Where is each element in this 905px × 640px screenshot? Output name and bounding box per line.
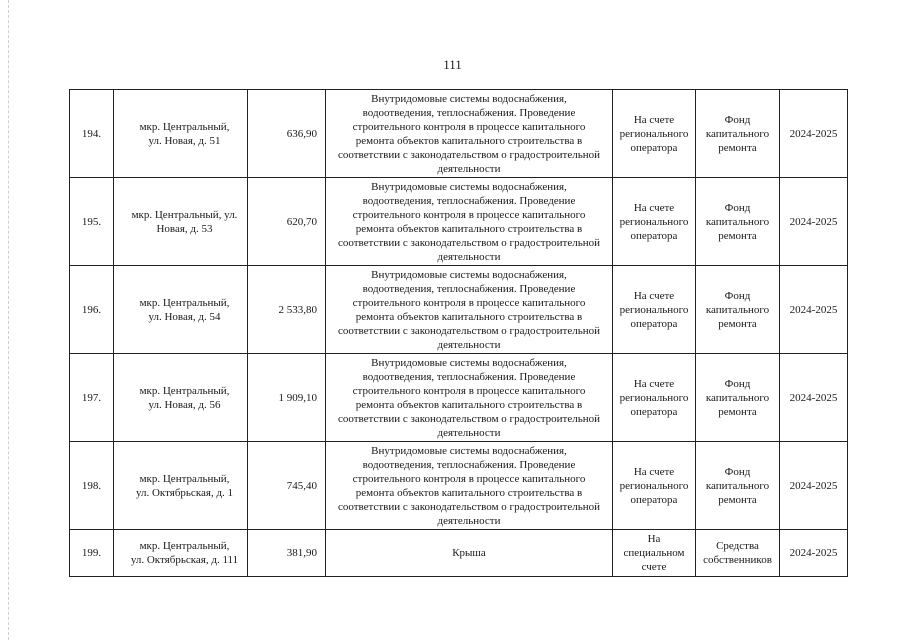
account-type-line: регионального — [619, 479, 689, 492]
work-description-cell — [326, 530, 613, 577]
funding-source-line: Средства — [716, 540, 759, 552]
row-number-cell — [70, 530, 114, 577]
period-value: 2024-2025 — [789, 215, 838, 228]
table-row — [70, 178, 848, 266]
work-description-line: водоотведения, теплоснабжения. Проведение — [362, 194, 576, 207]
work-description-line: соответствии с законодательством о градостроительной — [337, 412, 600, 425]
work-description-line: Внутридомовые системы водоснабжения, — [371, 268, 567, 281]
amount-cell — [248, 266, 326, 354]
funding-source-cell — [696, 178, 780, 266]
funding-source-line: Фонд — [724, 289, 751, 302]
row-number-cell — [70, 90, 114, 178]
page-number: 111 — [443, 57, 462, 72]
funding-source-cell — [696, 90, 780, 178]
address-line: ул. Новая, д. 56 — [148, 398, 221, 411]
funding-source-line: ремонта — [718, 493, 757, 506]
address-line: мкр. Центральный, — [139, 384, 230, 397]
funding-source-line: Фонд — [724, 113, 751, 126]
work-description-line: Внутридомовые системы водоснабжения, — [371, 180, 567, 193]
work-description-line: ремонта объектов капитального строительства в — [355, 486, 583, 499]
account-type-line: регионального — [619, 391, 689, 404]
account-type-line: специальном — [623, 547, 685, 559]
work-description-cell — [326, 178, 613, 266]
funding-source-line: Фонд — [724, 377, 751, 390]
work-description-cell — [326, 442, 613, 530]
funding-source-line: капитального — [705, 215, 770, 228]
account-type-line: На — [647, 533, 661, 545]
work-description-cell — [326, 266, 613, 354]
period-cell — [780, 530, 848, 577]
work-description-line: деятельности — [437, 514, 501, 527]
funding-source-line: капитального — [705, 303, 770, 316]
funding-source-line: ремонта — [718, 317, 757, 330]
row-number: 199. — [81, 547, 102, 559]
work-description-line: Внутридомовые системы водоснабжения, — [371, 444, 567, 457]
funding-source-cell — [696, 354, 780, 442]
period-cell — [780, 354, 848, 442]
work-description-line: водоотведения, теплоснабжения. Проведение — [362, 282, 576, 295]
work-description-line: соответствии с законодательством о градостроительной — [337, 500, 600, 513]
account-type-cell — [613, 178, 696, 266]
account-type-line: регионального — [619, 303, 689, 316]
repair-works-table — [69, 89, 848, 577]
table-row — [70, 354, 848, 442]
row-number: 198. — [81, 479, 102, 492]
work-description-line: Крыша — [452, 547, 486, 559]
work-description-line: ремонта объектов капитального строительства в — [355, 222, 583, 235]
period-cell — [780, 90, 848, 178]
funding-source-line: собственников — [703, 554, 772, 566]
work-description-line: ремонта объектов капитального строительства в — [355, 134, 583, 147]
funding-source-cell — [696, 530, 780, 577]
account-type-line: оператора — [630, 405, 678, 418]
work-description-line: Внутридомовые системы водоснабжения, — [371, 356, 567, 369]
work-description-line: строительного контроля в процессе капитального — [352, 384, 586, 397]
amount-value: 620,70 — [286, 215, 317, 228]
table-row — [70, 442, 848, 530]
address-line: мкр. Центральный, — [139, 540, 230, 552]
amount-value: 2 533,80 — [278, 303, 317, 316]
table-row — [70, 530, 848, 577]
account-type-line: счете — [641, 561, 667, 573]
period-value: 2024-2025 — [789, 303, 838, 316]
work-description-line: Внутридомовые системы водоснабжения, — [371, 92, 567, 105]
account-type-cell — [613, 442, 696, 530]
row-number: 197. — [81, 391, 102, 404]
work-description-line: строительного контроля в процессе капитального — [352, 296, 586, 309]
table-row — [70, 90, 848, 178]
work-description-line: строительного контроля в процессе капитального — [352, 472, 586, 485]
address-cell — [114, 266, 248, 354]
amount-value: 636,90 — [286, 127, 317, 140]
work-description-line: деятельности — [437, 162, 501, 175]
account-type-line: оператора — [630, 229, 678, 242]
funding-source-line: ремонта — [718, 405, 757, 418]
work-description-line: строительного контроля в процессе капитального — [352, 208, 586, 221]
address-cell — [114, 90, 248, 178]
work-description-line: ремонта объектов капитального строительства в — [355, 310, 583, 323]
address-cell — [114, 530, 248, 577]
period-value: 2024-2025 — [789, 547, 838, 559]
work-description-line: деятельности — [437, 426, 501, 439]
work-description-line: деятельности — [437, 250, 501, 263]
address-cell — [114, 178, 248, 266]
funding-source-line: ремонта — [718, 141, 757, 154]
account-type-cell — [613, 354, 696, 442]
table-row — [70, 266, 848, 354]
period-value: 2024-2025 — [789, 127, 838, 140]
funding-source-line: капитального — [705, 127, 770, 140]
amount-cell — [248, 530, 326, 577]
account-type-line: На счете — [633, 465, 675, 478]
row-number-cell — [70, 178, 114, 266]
period-cell — [780, 442, 848, 530]
funding-source-line: Фонд — [724, 465, 751, 478]
funding-source-line: капитального — [705, 479, 770, 492]
period-value: 2024-2025 — [789, 391, 838, 404]
work-description-line: водоотведения, теплоснабжения. Проведение — [362, 370, 576, 383]
row-number: 196. — [81, 303, 102, 316]
address-line: мкр. Центральный, — [139, 296, 230, 309]
work-description-line: соответствии с законодательством о градостроительной — [337, 148, 600, 161]
work-description-line: водоотведения, теплоснабжения. Проведение — [362, 458, 576, 471]
row-number-cell — [70, 442, 114, 530]
scan-margin-line — [8, 0, 10, 640]
account-type-line: На счете — [633, 289, 675, 302]
period-value: 2024-2025 — [789, 479, 838, 492]
account-type-cell — [613, 266, 696, 354]
address-line: ул. Октябрьская, д. 111 — [130, 554, 239, 566]
address-line: ул. Октябрьская, д. 1 — [135, 486, 234, 499]
account-type-cell — [613, 90, 696, 178]
account-type-line: оператора — [630, 317, 678, 330]
account-type-line: оператора — [630, 493, 678, 506]
row-number-cell — [70, 266, 114, 354]
row-number: 195. — [81, 215, 102, 228]
address-cell — [114, 354, 248, 442]
work-description-line: водоотведения, теплоснабжения. Проведение — [362, 106, 576, 119]
work-description-line: соответствии с законодательством о градостроительной — [337, 236, 600, 249]
row-number: 194. — [81, 127, 102, 140]
funding-source-cell — [696, 442, 780, 530]
funding-source-cell — [696, 266, 780, 354]
amount-value: 745,40 — [286, 479, 317, 492]
funding-source-line: капитального — [705, 391, 770, 404]
account-type-line: На счете — [633, 201, 675, 214]
address-line: Новая, д. 53 — [156, 222, 213, 235]
amount-cell — [248, 90, 326, 178]
amount-value: 1 909,10 — [278, 391, 317, 404]
address-cell — [114, 442, 248, 530]
account-type-line: регионального — [619, 215, 689, 228]
work-description-line: ремонта объектов капитального строительства в — [355, 398, 583, 411]
amount-cell — [248, 354, 326, 442]
address-line: мкр. Центральный, ул. — [131, 208, 238, 221]
work-description-line: деятельности — [437, 338, 501, 351]
account-type-line: оператора — [630, 141, 678, 154]
funding-source-line: Фонд — [724, 201, 751, 214]
work-description-line: соответствии с законодательством о градостроительной — [337, 324, 600, 337]
account-type-line: На счете — [633, 377, 675, 390]
funding-source-line: ремонта — [718, 229, 757, 242]
address-line: мкр. Центральный, — [139, 120, 230, 133]
work-description-cell — [326, 90, 613, 178]
account-type-cell — [613, 530, 696, 577]
row-number-cell — [70, 354, 114, 442]
work-description-line: строительного контроля в процессе капитального — [352, 120, 586, 133]
address-line: мкр. Центральный, — [139, 472, 230, 485]
amount-cell — [248, 442, 326, 530]
account-type-line: На счете — [633, 113, 675, 126]
period-cell — [780, 178, 848, 266]
period-cell — [780, 266, 848, 354]
address-line: ул. Новая, д. 54 — [148, 310, 221, 323]
amount-cell — [248, 178, 326, 266]
account-type-line: регионального — [619, 127, 689, 140]
address-line: ул. Новая, д. 51 — [148, 134, 221, 147]
work-description-cell — [326, 354, 613, 442]
amount-value: 381,90 — [286, 547, 317, 559]
